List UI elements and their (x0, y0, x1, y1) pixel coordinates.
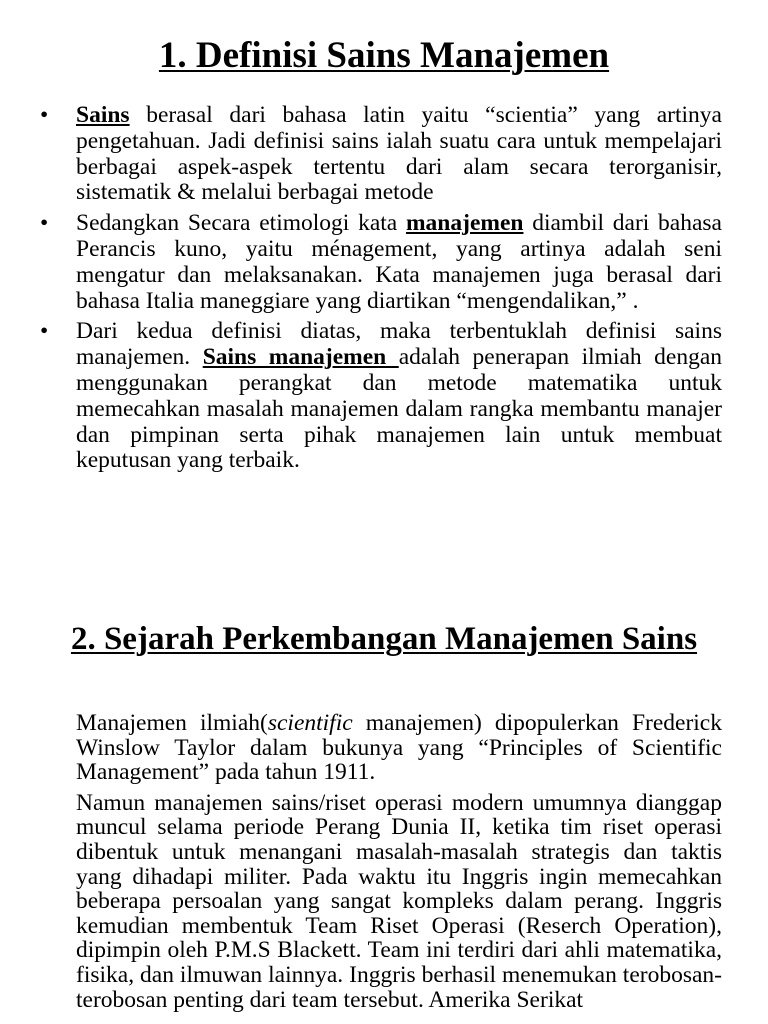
term-manajemen: manajemen (405, 210, 524, 237)
bullet-icon: • (40, 318, 49, 345)
bullet-item-sains (40, 103, 722, 206)
paragraph-world-war: Namun manajemen sains/riset operasi modern umumnya dianggap muncul selama periode Perang Dunia II, ketika tim riset operasi dibentuk untuk menangani masalah-masalah strategis dan taktis yang dihadapi militer. Pada waktu itu Inggris ingin memecahkan beberapa persoalan yang sangat kompleks dalam perang. Inggris kemudian membentuk Team Riset Operasi (Reserch Operation), dipimpin oleh P.M.S Blackett. Team ini terdiri dari ahli matematika, fisika, dan ilmuwan lainnya. Inggris berhasil menemukan terobosan-terobosan penting dari team tersebut. Amerika Serikat (76, 789, 722, 1013)
bullet-item-manajemen (40, 211, 722, 314)
paragraph-text-before: Manajemen ilmiah( (76, 710, 268, 736)
paragraph-italic-term: scientific (267, 710, 353, 736)
bullet-text-after: diambil dari bahasa Perancis kuno, yaitu ménagement, yang artinya adalah seni mengatur dan melaksanakan. Kata manajemen juga berasal dari bahasa Italia maneggiare yang diartikan “mengendalikan,” . (76, 210, 722, 314)
paragraph-text-after: manajemen) dipopulerkan Frederick Winslow Taylor dalam bukunya yang “Principles of Scientific Management” pada tahun 1911. (76, 710, 722, 786)
term-sains-manajemen: Sains manajemen (202, 344, 399, 371)
section-1-title: 1. Definisi Sains Manajemen (158, 35, 610, 76)
paragraph-taylor (76, 711, 722, 785)
section-2-title: 2. Sejarah Perkembangan Manajemen Sains (70, 621, 698, 657)
bullet-icon: • (40, 102, 49, 128)
bullet-icon: • (40, 210, 49, 237)
term-sains: Sains (76, 102, 130, 128)
history-paragraphs (76, 711, 722, 1018)
bullet-text-after: adalah penerapan ilmiah dengan menggunakan perangkat dan metode matematika untuk memecahkan masalah manajemen dalam rangka membantu manajer dan pimpinan serta pihak manajemen lain untuk membuat keputusan yang terbaik. (76, 344, 723, 474)
definition-bullet-list (40, 103, 722, 479)
bullet-text-before: Dari kedua definisi diatas, maka terbentuklah definisi sains manajemen. (76, 318, 722, 371)
bullet-text-before: Sedangkan Secara etimologi kata (76, 210, 406, 237)
bullet-item-sains-manajemen (40, 319, 722, 474)
bullet-text: berasal dari bahasa latin yaitu “scientia” yang artinya pengetahuan. Jadi definisi sains ialah suatu cara untuk mempelajari berbagai aspek-aspek tertentu dari alam secara terorganisir, sistematik & melalui berbagai metode (76, 102, 722, 206)
